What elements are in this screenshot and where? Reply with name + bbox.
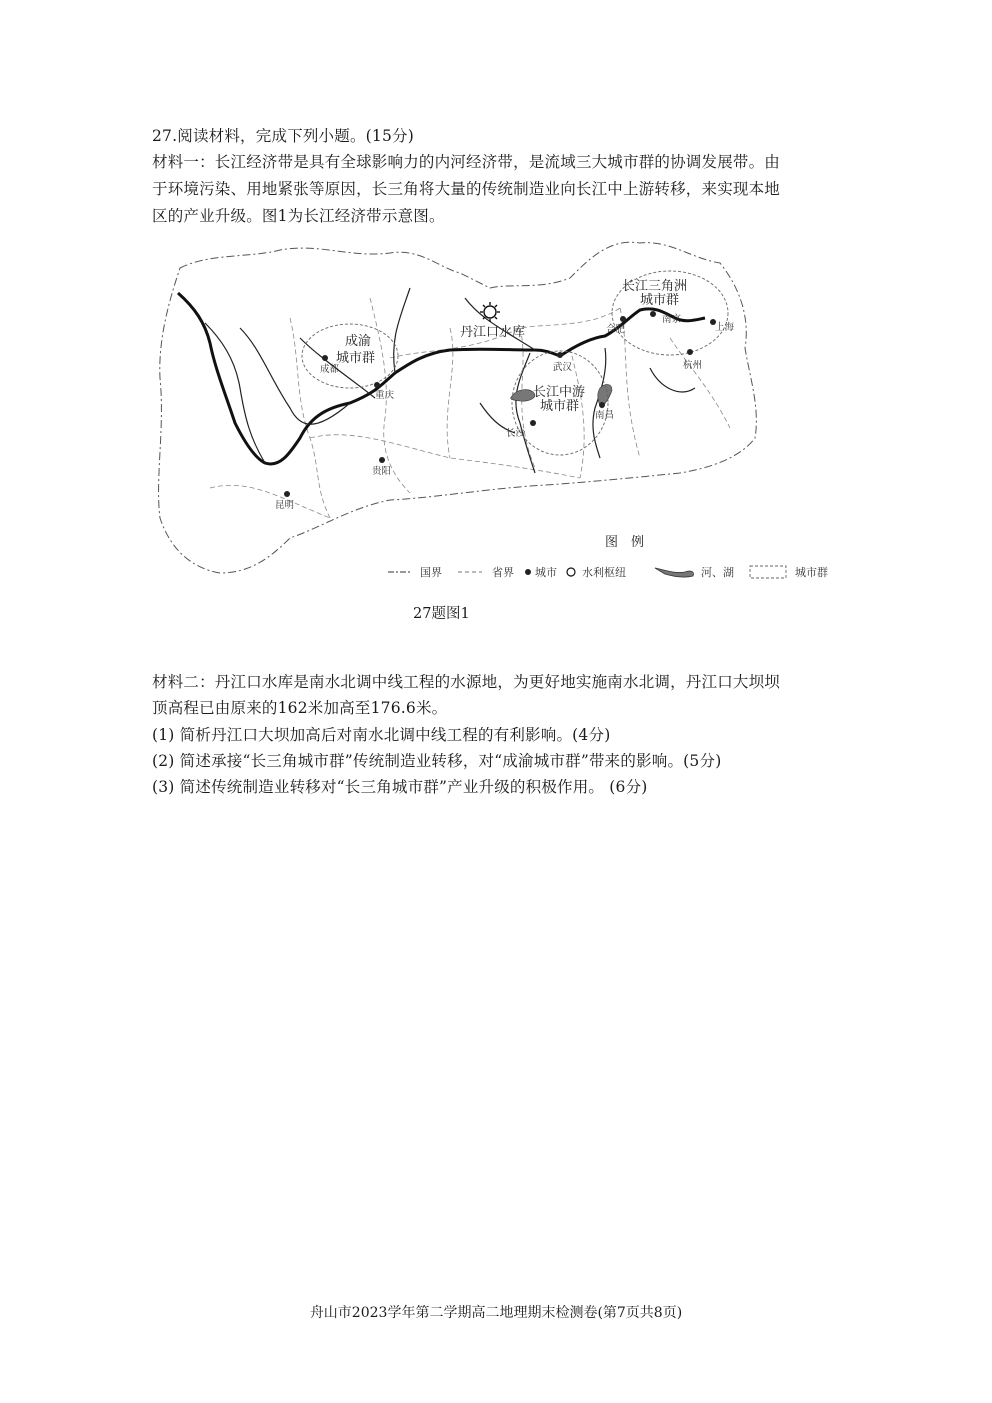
legend-title: 图 例 (605, 535, 645, 550)
city-chengdu: 成都 (320, 364, 340, 375)
city-dot-changsha (530, 420, 536, 426)
material2-line-1: 材料二：丹江口水库是南水北调中线工程的水源地，为更好地实施南水北调，丹江口大坝坝 (152, 673, 781, 691)
city-dot-wuhan (557, 352, 563, 358)
figure-caption: 27题图1 (413, 606, 470, 622)
city-hangzhou: 杭州 (683, 360, 703, 371)
tributaries (205, 288, 695, 473)
legend-city: 城市 (535, 566, 557, 579)
reservoir-label: 丹江口水库 (460, 325, 526, 340)
legend-city-cluster-icon (750, 566, 786, 578)
city-chongqing: 重庆 (375, 390, 395, 401)
chengyu-cluster-label-2: 城市群 (336, 351, 376, 366)
question-title: 27.阅读材料，完成下列小题。(15分) (152, 127, 414, 145)
city-dot-chongqing (374, 382, 380, 388)
material1-line-3: 区的产业升级。图1为长江经济带示意图。 (152, 207, 445, 225)
delta-cluster-label-1: 长江三角洲 (622, 279, 688, 294)
city-dot-chengdu (322, 355, 328, 361)
yangtze-economic-belt-map (150, 228, 850, 598)
legend-hydro-hub: 水利枢纽 (582, 566, 626, 579)
city-kunming: 昆明 (275, 500, 295, 511)
city-dot-hangzhou (687, 349, 693, 355)
city-changsha: 长沙 (506, 428, 526, 439)
sub-question-2: (2) 简述承接“长三角城市群”传统制造业转移，对“成渝城市群”带来的影响。(5分) (152, 752, 722, 770)
sub-question-1: (1) 简析丹江口大坝加高后对南水北调中线工程的有利影响。(4分) (152, 726, 611, 744)
city-dot-nanjing (650, 311, 656, 317)
middle-cluster-label-2: 城市群 (540, 399, 580, 414)
sub-question-3: (3) 简述传统制造业转移对“长三角城市群”产业升级的积极作用。 (6分) (152, 778, 648, 796)
legend-river-lake: 河、湖 (701, 566, 734, 579)
legend-river-lake-icon (655, 568, 693, 577)
city-labels (275, 313, 735, 511)
dongting-lake (511, 390, 535, 402)
material1-line-1: 材料一：长江经济带是具有全球影响力的内河经济带，是流域三大城市群的协调发展带。由 (152, 153, 781, 171)
legend-national-border: 国界 (420, 566, 442, 579)
city-hefei: 合肥 (606, 324, 626, 335)
city-shanghai: 上海 (715, 322, 735, 333)
material2-line-2: 顶高程已由原来的162米加高至176.6米。 (152, 699, 448, 717)
legend (388, 565, 828, 579)
material1-line-2: 于环境污染、用地紧张等原因，长三角将大量的传统制造业向长江中上游转移，来实现本地 (152, 180, 781, 198)
legend-city-cluster: 城市群 (795, 566, 828, 579)
city-dot-nanchang (599, 402, 605, 408)
delta-cluster-label-2: 城市群 (640, 293, 680, 308)
middle-cluster-label-1: 长江中游 (533, 385, 586, 400)
city-nanjing: 南京 (662, 314, 682, 325)
city-wuhan: 武汉 (553, 362, 573, 373)
hydro-hub-icon (480, 302, 500, 322)
page-footer: 舟山市2023学年第二学期高二地理期末检测卷(第7页共8页) (309, 1305, 683, 1321)
legend-city-icon (525, 569, 531, 575)
legend-provincial-border: 省界 (492, 566, 514, 579)
city-dot-hefei (620, 316, 626, 322)
city-dot-guiyang (379, 457, 385, 463)
city-guiyang: 贵阳 (372, 466, 392, 477)
chengyu-cluster-label-1: 成渝 (345, 334, 372, 349)
city-dot-kunming (284, 491, 290, 497)
city-nanchang: 南昌 (595, 410, 615, 421)
